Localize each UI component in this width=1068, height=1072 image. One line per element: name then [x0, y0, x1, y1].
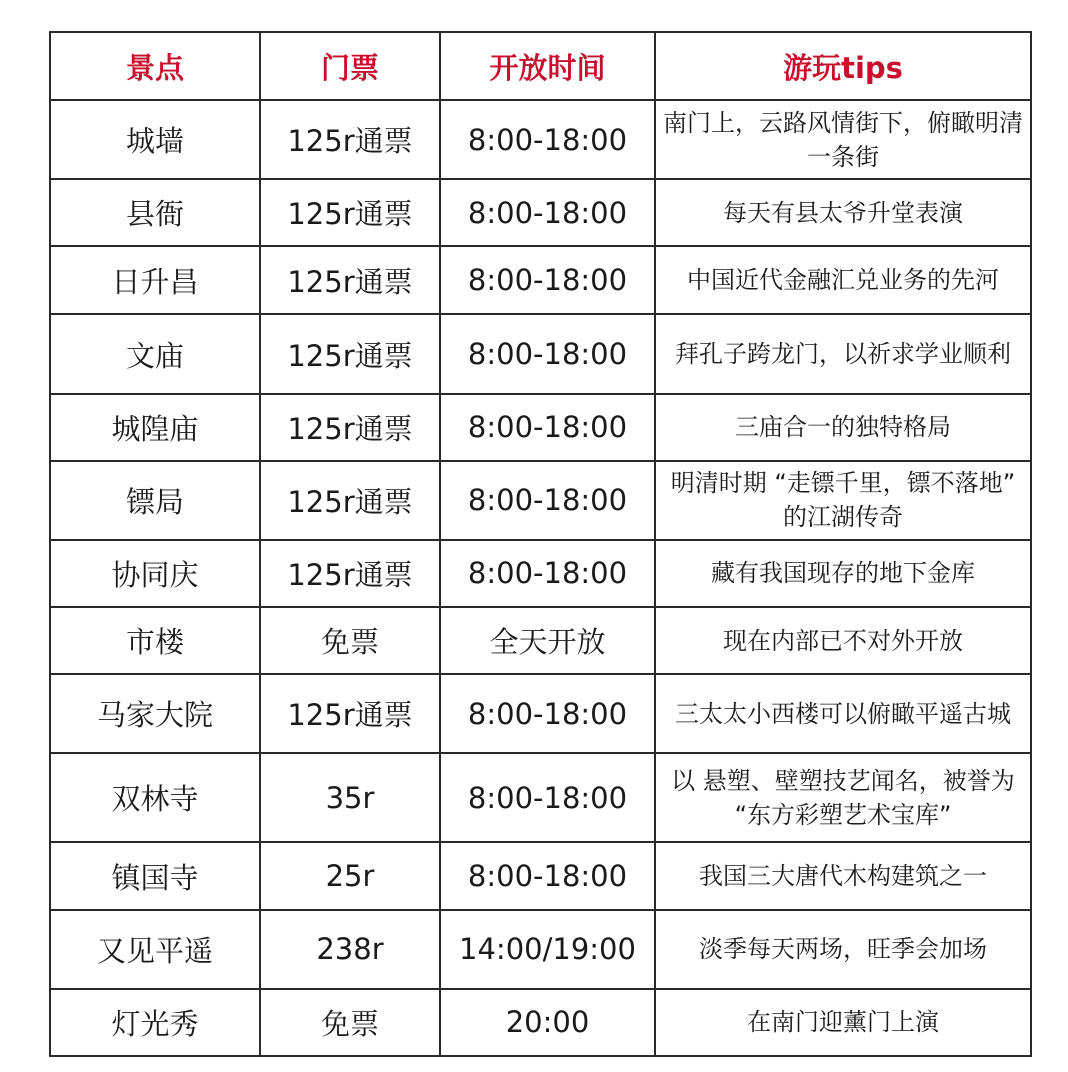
hours-cell: 8:00-18:00	[440, 540, 655, 607]
header-row	[50, 32, 1031, 100]
hours-cell: 8:00-18:00	[440, 461, 655, 540]
hours-cell: 8:00-18:00	[440, 314, 655, 393]
attraction-name-cell: 灯光秀	[50, 989, 260, 1056]
tips-cell: 以 悬塑、壁塑技艺闻名，被誉为 “东方彩塑艺术宝库”	[655, 753, 1031, 842]
hours-cell: 8:00-18:00	[440, 246, 655, 314]
ticket-cell: 免票	[260, 607, 440, 674]
table-row	[50, 753, 1031, 842]
ticket-cell: 125r通票	[260, 394, 440, 461]
table-row	[50, 461, 1031, 540]
table-row	[50, 100, 1031, 179]
hours-cell: 8:00-18:00	[440, 100, 655, 179]
table-row	[50, 314, 1031, 393]
hours-cell: 20:00	[440, 989, 655, 1056]
tips-cell: 淡季每天两场，旺季会加场	[655, 910, 1031, 989]
tips-cell: 每天有县太爷升堂表演	[655, 179, 1031, 246]
attraction-name-cell: 马家大院	[50, 674, 260, 753]
header-tips: 游玩tips	[655, 32, 1031, 100]
header-attraction: 景点	[50, 32, 260, 100]
attraction-name-cell: 双林寺	[50, 753, 260, 842]
table-row	[50, 674, 1031, 753]
hours-cell: 8:00-18:00	[440, 842, 655, 909]
tips-cell: 拜孔子跨龙门，以祈求学业顺利	[655, 314, 1031, 393]
ticket-cell: 125r通票	[260, 461, 440, 540]
attraction-name-cell: 市楼	[50, 607, 260, 674]
attraction-name-cell: 又见平遥	[50, 910, 260, 989]
tips-cell: 现在内部已不对外开放	[655, 607, 1031, 674]
ticket-cell: 125r通票	[260, 246, 440, 314]
attraction-name-cell: 城隍庙	[50, 394, 260, 461]
ticket-cell: 125r通票	[260, 314, 440, 393]
table-body	[50, 100, 1031, 1056]
hours-cell: 8:00-18:00	[440, 179, 655, 246]
table-row	[50, 246, 1031, 314]
table-row	[50, 910, 1031, 989]
hours-cell: 8:00-18:00	[440, 674, 655, 753]
attraction-name-cell: 镇国寺	[50, 842, 260, 909]
ticket-cell: 35r	[260, 753, 440, 842]
hours-cell: 全天开放	[440, 607, 655, 674]
table-row	[50, 540, 1031, 607]
tips-cell: 南门上，云路风情街下，俯瞰明清一条街	[655, 100, 1031, 179]
table-row	[50, 607, 1031, 674]
ticket-cell: 125r通票	[260, 179, 440, 246]
table-row	[50, 394, 1031, 461]
table-row	[50, 179, 1031, 246]
ticket-cell: 25r	[260, 842, 440, 909]
attraction-name-cell: 镖局	[50, 461, 260, 540]
tips-cell: 我国三大唐代木构建筑之一	[655, 842, 1031, 909]
hours-cell: 14:00/19:00	[440, 910, 655, 989]
tips-cell: 中国近代金融汇兑业务的先河	[655, 246, 1031, 314]
attraction-name-cell: 县衙	[50, 179, 260, 246]
attraction-name-cell: 城墙	[50, 100, 260, 179]
attraction-name-cell: 日升昌	[50, 246, 260, 314]
ticket-cell: 125r通票	[260, 100, 440, 179]
tips-cell: 在南门迎薰门上演	[655, 989, 1031, 1056]
ticket-cell: 125r通票	[260, 540, 440, 607]
attraction-name-cell: 文庙	[50, 314, 260, 393]
ticket-cell: 免票	[260, 989, 440, 1056]
ticket-cell: 125r通票	[260, 674, 440, 753]
tips-cell: 三庙合一的独特格局	[655, 394, 1031, 461]
hours-cell: 8:00-18:00	[440, 394, 655, 461]
tips-cell: 三太太小西楼可以俯瞰平遥古城	[655, 674, 1031, 753]
hours-cell: 8:00-18:00	[440, 753, 655, 842]
table-row	[50, 989, 1031, 1056]
attraction-name-cell: 协同庆	[50, 540, 260, 607]
ticket-cell: 238r	[260, 910, 440, 989]
attractions-table	[49, 31, 1032, 1057]
header-hours: 开放时间	[440, 32, 655, 100]
tips-cell: 藏有我国现存的地下金库	[655, 540, 1031, 607]
header-ticket: 门票	[260, 32, 440, 100]
tips-cell: 明清时期 “走镖千里，镖不落地” 的江湖传奇	[655, 461, 1031, 540]
table-row	[50, 842, 1031, 909]
